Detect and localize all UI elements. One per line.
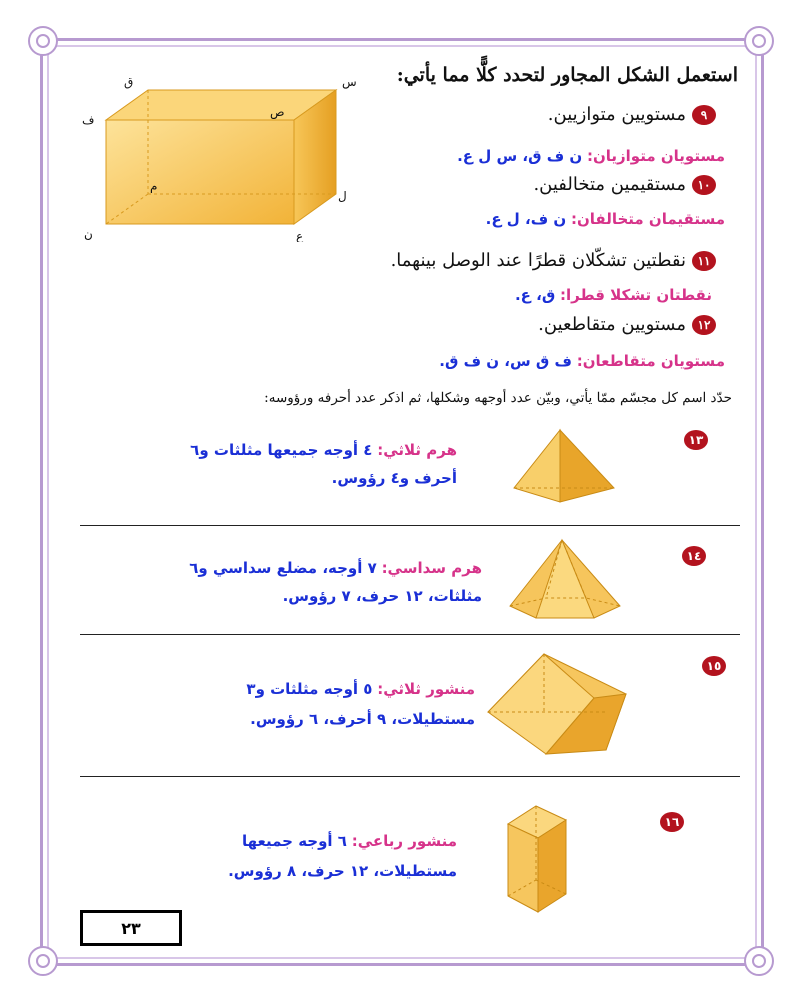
triangular-prism-figure (486, 650, 636, 760)
label-f: ف (82, 113, 95, 127)
rectangular-prism-figure (78, 72, 368, 242)
question-10: ١٠مستقيمين متخالفين. (533, 174, 716, 195)
label-q: ق (124, 75, 134, 89)
box-front-face (106, 120, 294, 224)
question-9: ٩مستويين متوازيين. (548, 104, 716, 125)
hexagonal-pyramid-figure (506, 536, 624, 622)
question-11: ١١نقطتين تشكّلان قطرًا عند الوصل بينهما. (391, 250, 716, 271)
question-number-badge: ١٦ (660, 812, 684, 832)
label-l: ل (338, 189, 347, 203)
corner-ornament (28, 946, 58, 976)
question-number-badge: ١٥ (702, 656, 726, 676)
solid-13-answer: هرم ثلاثي: ٤ أوجه جميعها مثلثات و٦ أحرف و٤ رؤوس. (190, 441, 457, 487)
corner-ornament (744, 26, 774, 56)
solid-15-answer: منشور ثلاثي: ٥ أوجه مثلثات و٣ مستطيلات، ٩ أحرف، ٦ رؤوس. (246, 680, 475, 728)
question-number-badge: ١١ (692, 251, 716, 271)
question-12: ١٢مستويين متقاطعين. (538, 314, 716, 335)
question-number-badge: ١٣ (684, 430, 708, 450)
answer-9: مستويان متوازيان: ن ف ق، س ل ع. (457, 147, 725, 165)
corner-ornament (28, 26, 58, 56)
solid-16-answer: منشور رباعي: ٦ أوجه جميعها مستطيلات، ١٢ حرف، ٨ رؤوس. (228, 832, 457, 880)
label-s: س (342, 75, 357, 89)
corner-ornament (744, 946, 774, 976)
instruction-text: استعمل الشكل المجاور لتحدد كلًّا مما يأتي: (396, 64, 738, 86)
question-number-badge: ١٠ (692, 175, 716, 195)
answer-10: مستقيمان متخالفان: ن ف، ل ع. (485, 210, 725, 228)
divider (80, 525, 740, 526)
answer-12: مستويان متقاطعان: ف ق س، ن ف ق. (439, 352, 725, 370)
label-n: ن (84, 227, 93, 241)
triangular-pyramid-figure (510, 426, 620, 506)
divider (80, 634, 740, 635)
label-sad: ص (270, 105, 285, 119)
question-number-badge: ١٢ (692, 315, 716, 335)
question-number-badge: ١٤ (682, 546, 706, 566)
rectangular-prism-upright-figure (500, 800, 574, 916)
solids-instruction: حدّد اسم كل مجسّم ممّا يأتي، وبيّن عدد أوجهه وشكلها، ثم اذكر عدد أحرفه ورؤوسه: (264, 390, 732, 406)
divider (80, 776, 740, 777)
answer-11: نقطتان تشكلا قطرا: ق، ع. (514, 286, 712, 304)
solid-14-answer: هرم سداسي: ٧ أوجه، مضلع سداسي و٦ مثلثات، ١٢ حرف، ٧ رؤوس. (189, 559, 482, 605)
label-ain: ع (296, 229, 304, 242)
page-number-box: ٢٣ (80, 910, 182, 946)
question-number-badge: ٩ (692, 105, 716, 125)
label-m: م (150, 179, 158, 193)
